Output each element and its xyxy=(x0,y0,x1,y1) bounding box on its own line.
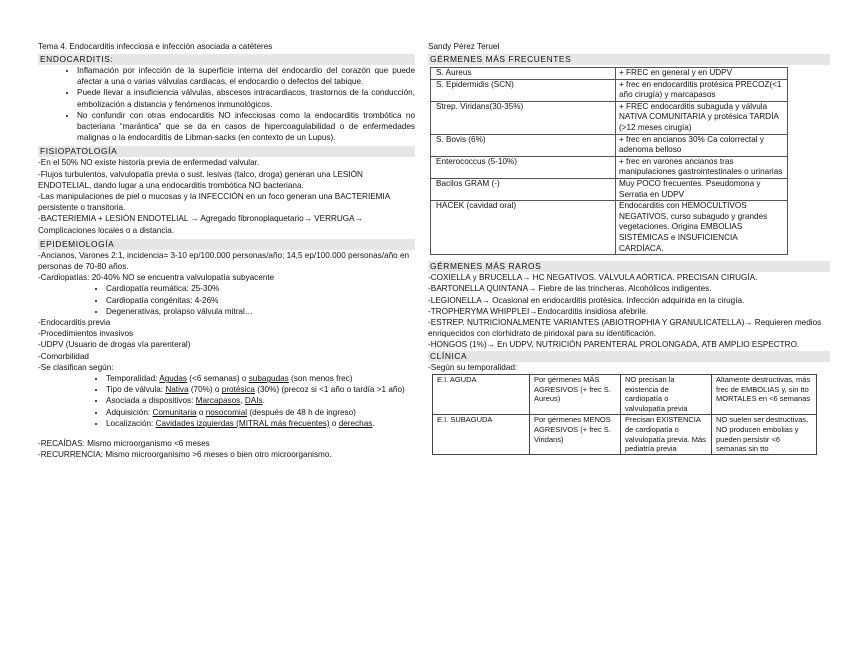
endocarditis-list xyxy=(38,65,415,143)
class-text: (son menos frec) xyxy=(288,374,353,384)
table-row xyxy=(431,134,788,156)
epi-cardiopatias: -Cardiopatías: 20-40% NO se encuentra valvulopatía subyacente xyxy=(38,273,275,283)
section-clinica-header: CLÍNICA xyxy=(428,351,830,362)
raro-line: -LEGIONELLA→ Ocasional en endocarditis protésica. Infección adquirida en la cirugía. xyxy=(428,295,745,305)
class-dispositivos xyxy=(106,395,415,406)
classification-list xyxy=(38,373,415,429)
class-label: Tipo de válvula: xyxy=(106,385,166,395)
table-row xyxy=(431,201,788,255)
fisio-line: -Flujos turbulentos, valvulopatía previa o sust. lesivas (talco, droga) generan una LESIÓN ENDOTELIAL, dando lugar a una endocarditis trombótica NO bacteriana. xyxy=(38,169,363,190)
list-item: • Cardiopatía reumática: 25-30% xyxy=(106,283,415,294)
germ-desc: + FREC endocarditis subaguda y válvula NATIVA COMUNITARIA y protésica TARDÍA (>12 meses cirugía) xyxy=(616,101,788,134)
recaidas: -RECAÍDAS: Mismo microorganismo <6 meses xyxy=(38,439,210,449)
document-title: Tema 4. Endocarditis infecciosa e infección asociada a catéteres xyxy=(38,42,273,51)
table-row xyxy=(431,101,788,134)
class-localizacion xyxy=(106,418,415,429)
cardiopatias-list xyxy=(38,283,415,317)
germ-name: Strep. Viridans(30-35%) xyxy=(431,101,616,134)
table-row xyxy=(433,414,817,454)
table-cell: Por gérmenes MENOS AGRESIVOS (+ frec S. Viridans) xyxy=(530,414,621,454)
germ-name: S. Bovis (6%) xyxy=(431,134,616,156)
table-cell: Precisan EXISTENCIA de cardiopatía o valvulopatía previa. Más pediatría previa xyxy=(621,414,712,454)
list-item: • No confundir con otras endocarditis NO infecciosas como la endocarditis trombótica no bacteriana “marántica” que se da en casos de hipercoagulabilidad o de enfermedades malignas o la endocarditis de Libman-sacks (en contexto de un Lupus). xyxy=(77,110,415,144)
class-term: Comunitaria xyxy=(152,407,197,417)
class-text: . xyxy=(262,396,265,406)
right-column xyxy=(428,41,830,455)
table-row xyxy=(433,374,817,414)
germ-name: HACEK (cavidad oral) xyxy=(431,201,616,255)
class-text: , xyxy=(240,396,245,406)
fisio-line: -En el 50% NO existe historia previa de enfermedad valvular. xyxy=(38,158,260,168)
recurrencia: -RECURRENCIA: Mismo microorganismo >6 meses o bien otro microorganismo. xyxy=(38,450,332,460)
germ-desc: Muy POCO frecuentes. Pseudomona y Serratia en UDPV xyxy=(616,178,788,200)
epi-line: -Comorbilidad xyxy=(38,351,89,361)
list-item: • Puede llevar a insuficiencia válvulas, abscesos intracardiacos, trastornos de la conducción, embolización a distancia y fenómenos inmunológicos. xyxy=(77,87,415,109)
class-text: o xyxy=(196,407,206,417)
class-term: Nativa xyxy=(165,385,189,395)
raro-line: -TROPHERYMA WHIPPLEI→Endocarditis insidiosa afebrile. xyxy=(428,306,649,316)
author-name: Sandy Pérez Teruel xyxy=(428,42,500,51)
germ-desc: + frec en ancianos 30% Ca colorrectal y adenoma belloso xyxy=(616,134,788,156)
raro-line: -COXIELLA y BRUCELLA→ HC NEGATIVOS. VÁLVULA AÓRTICA. PRECISAN CIRUGÍA. xyxy=(428,273,758,283)
table-cell: Por gérmenes MÁS AGRESIVOS (+ frec S. Aureus) xyxy=(530,374,621,414)
table-cell: E.I. AGUDA xyxy=(433,374,530,414)
class-text: (30%) (precoz si <1 año o tardía >1 año) xyxy=(255,385,405,395)
class-term: subagudas xyxy=(248,374,289,384)
germ-desc: + FREC en general y en UDPV xyxy=(616,68,788,80)
class-valvula xyxy=(106,384,415,395)
raro-line: -BARTONELLA QUINTANA→ Fiebre de las trincheras. Alcohólicos indigentes. xyxy=(428,284,712,294)
class-term: protésica xyxy=(221,385,255,395)
class-text: (<6 semanas) o xyxy=(187,374,249,384)
class-term: Marcapasos xyxy=(195,396,241,406)
table-cell: NO suelen ser destructivas, NO producen embolias y pueden persistir <6 semanas sin tto xyxy=(712,414,817,454)
germ-name: S. Epidermidis (SCN) xyxy=(431,79,616,101)
class-text: (después de 48 h de ingreso) xyxy=(247,407,356,417)
class-term: derechas xyxy=(338,418,373,428)
germ-name: Enterococcus (5-10%) xyxy=(431,156,616,178)
table-cell: NO precisan la existencia de cardiopatía o valvulopatía previa xyxy=(621,374,712,414)
list-item: • Inflamación por infección de la superficie interna del endocardio del corazón que puede afectar a una o varias válvulas cardiacas, el endocardio o defectos del tabique. xyxy=(77,65,415,87)
class-text: o xyxy=(329,418,339,428)
class-text: . xyxy=(372,418,375,428)
section-epidemiologia-header: EPIDEMIOLOGÍA xyxy=(38,239,415,250)
germenes-table xyxy=(430,67,788,255)
section-fisiopatologia-header: FISIOPATOLOGÍA xyxy=(38,146,415,157)
left-column xyxy=(38,41,415,461)
table-row xyxy=(431,79,788,101)
germ-desc: Endocarditis con HEMOCULTIVOS NEGATIVOS, curso subagudo y grandes vegetaciones. Origina EMBOLIAS SISTÉMICAS e INSUFICIENCIA CARDÍACA. xyxy=(616,201,788,255)
clinica-table xyxy=(432,374,817,455)
fisio-line: -Las manipulaciones de piel o mucosas y la INFECCIÓN en un foco generan una BACTERIEMIA persistente o transitoria. xyxy=(38,192,390,213)
class-label: Adquisición: xyxy=(106,407,153,417)
section-germenes-frecuentes-header: GÉRMENES MÁS FRECUENTES xyxy=(428,54,830,65)
class-term: DAIs xyxy=(244,396,263,406)
class-term: nosocomial xyxy=(205,407,248,417)
clinica-intro: -Según su temporalidad: xyxy=(428,362,518,372)
table-row xyxy=(431,156,788,178)
raro-line: -ESTREP. NUTRICIONALMENTE VARIANTES (ABIOTROPHIA Y GRANULICATELLA)→ Requieren medios enriquecidos con clorhidrato de piridoxal para su identificación. xyxy=(428,317,822,339)
epi-line: -UDPV (Usuario de drogas vía parenteral) xyxy=(38,340,191,350)
class-text: (70%) o xyxy=(188,385,222,395)
table-cell: E.I. SUBAGUDA xyxy=(433,414,530,454)
class-temporalidad xyxy=(106,373,415,384)
germ-desc: + frec en varones ancianos tras manipulaciones gastrointestinales o urinarias xyxy=(616,156,788,178)
table-row xyxy=(431,178,788,200)
germ-name: Bacilos GRAM (-) xyxy=(431,178,616,200)
class-label: Temporalidad: xyxy=(106,374,160,384)
germ-name: S. Aureus xyxy=(431,68,616,80)
epi-line: -Procedimientos invasivos xyxy=(38,329,134,339)
epi-incidence: -Ancianos, Varones 2:1, incidencia= 3-10 ep/100.000 personas/año; 14,5 ep/100.000 personas/año en personas de 70-80 años. xyxy=(38,250,410,272)
class-term: Agudas xyxy=(159,374,188,384)
epi-line: -Se clasifican según: xyxy=(38,362,114,372)
table-row xyxy=(431,68,788,80)
raro-line: -HONGOS (1%)→ En UDPV, NUTRICIÓN PARENTERAL PROLONGADA, ATB AMPLIO ESPECTRO. xyxy=(428,340,800,350)
class-label: Localización: xyxy=(106,418,156,428)
section-germenes-raros-header: GÉRMENES MÁS RAROS xyxy=(428,261,830,272)
fisio-line: -BACTERIEMIA + LESIÓN ENDOTELIAL → Agregado fibronoplaquetario→ VERRUGA→ Complicaciones locales o a distancia. xyxy=(38,214,363,235)
list-item: • Cardiopatía congénitas: 4-26% xyxy=(106,295,415,306)
class-adquisicion xyxy=(106,407,415,418)
epi-line: -Endocarditis previa xyxy=(38,318,111,328)
class-term: Cavidades izquierdas (MITRAL más frecuentes) xyxy=(155,418,330,428)
class-label: Asociada a dispositivos: xyxy=(106,396,196,406)
table-cell: Altamente destructivas, más frec de EMBOLIAS y, sin tto MORTALES en <6 semanas xyxy=(712,374,817,414)
section-endocarditis-header: ENDOCARDITIS: xyxy=(38,54,415,65)
germ-desc: + frec en endocarditis protésica PRECOZ(<1 año cirugía) y marcapasos xyxy=(616,79,788,101)
list-item: • Degenerativas, prolapso válvula mitral… xyxy=(106,306,415,317)
